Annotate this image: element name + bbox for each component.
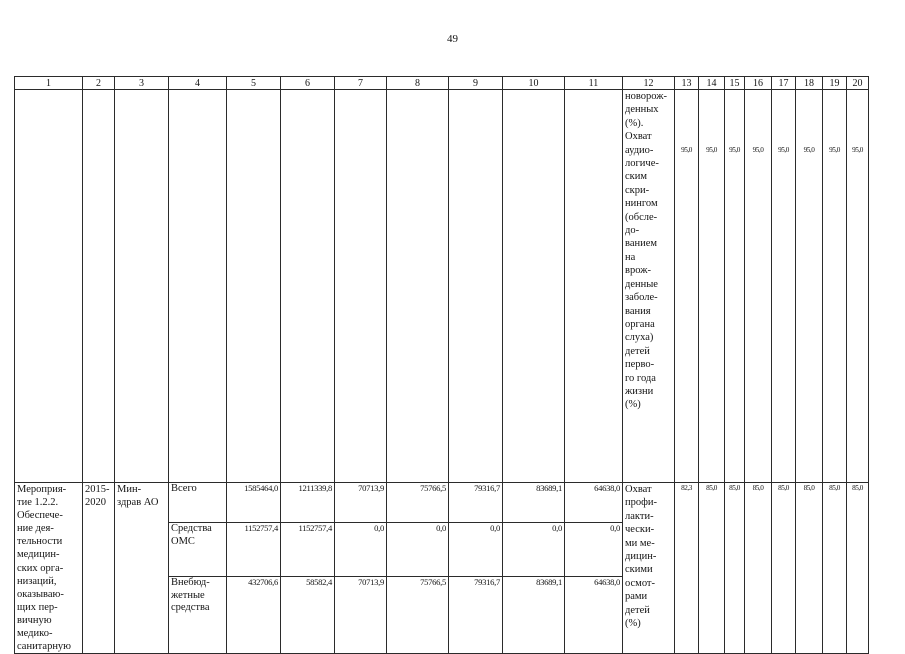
funding-value: 64638,0 bbox=[565, 577, 623, 654]
funding-source: Средства ОМС bbox=[169, 523, 227, 577]
activity-name: Мероприя- тие 1.2.2. Обеспече- ние дея- тельности медицин- ских орга- низаций, оказываю- щих пер- вичную медико- санитарную bbox=[15, 483, 83, 654]
funding-value: 0,0 bbox=[565, 523, 623, 577]
funding-source: Внебюд- жетные средства bbox=[169, 577, 227, 654]
empty-cell bbox=[387, 90, 449, 483]
target-value: 95,0 bbox=[823, 90, 847, 483]
indicator-description: Охват профи- лакти- чески- ми ме- дицин- скими осмот- рами детей (%) bbox=[623, 483, 675, 654]
target-value: 82,3 bbox=[675, 483, 699, 654]
column-number: 8 bbox=[387, 77, 449, 90]
activity-executor: Мин- здрав АО bbox=[115, 483, 169, 654]
column-number: 11 bbox=[565, 77, 623, 90]
funding-value: 0,0 bbox=[449, 523, 503, 577]
funding-source: Всего bbox=[169, 483, 227, 523]
empty-cell bbox=[503, 90, 565, 483]
empty-cell bbox=[565, 90, 623, 483]
funding-value: 0,0 bbox=[387, 523, 449, 577]
funding-value: 1152757,4 bbox=[281, 523, 335, 577]
column-number: 19 bbox=[823, 77, 847, 90]
target-value: 85,0 bbox=[847, 483, 869, 654]
funding-value: 70713,9 bbox=[335, 577, 387, 654]
funding-value: 432706,6 bbox=[227, 577, 281, 654]
column-number: 12 bbox=[623, 77, 675, 90]
target-value: 85,0 bbox=[725, 483, 745, 654]
target-value: 85,0 bbox=[772, 483, 796, 654]
column-number: 7 bbox=[335, 77, 387, 90]
funding-value: 58582,4 bbox=[281, 577, 335, 654]
target-value: 85,0 bbox=[699, 483, 725, 654]
funding-row-total bbox=[15, 483, 869, 523]
empty-cell bbox=[115, 90, 169, 483]
continued-indicator-row bbox=[15, 90, 869, 483]
funding-value: 64638,0 bbox=[565, 483, 623, 523]
funding-value: 0,0 bbox=[503, 523, 565, 577]
target-value: 95,0 bbox=[772, 90, 796, 483]
target-value: 85,0 bbox=[796, 483, 823, 654]
target-value: 95,0 bbox=[796, 90, 823, 483]
column-number: 15 bbox=[725, 77, 745, 90]
column-number: 16 bbox=[745, 77, 772, 90]
funding-value: 79316,7 bbox=[449, 577, 503, 654]
target-value: 95,0 bbox=[675, 90, 699, 483]
column-number: 20 bbox=[847, 77, 869, 90]
empty-cell bbox=[169, 90, 227, 483]
funding-value: 83689,1 bbox=[503, 577, 565, 654]
column-number: 13 bbox=[675, 77, 699, 90]
target-value: 85,0 bbox=[823, 483, 847, 654]
empty-cell bbox=[15, 90, 83, 483]
column-number: 9 bbox=[449, 77, 503, 90]
empty-cell bbox=[281, 90, 335, 483]
funding-value: 75766,5 bbox=[387, 483, 449, 523]
funding-value: 83689,1 bbox=[503, 483, 565, 523]
column-number: 4 bbox=[169, 77, 227, 90]
empty-cell bbox=[449, 90, 503, 483]
target-value: 95,0 bbox=[847, 90, 869, 483]
funding-value: 1152757,4 bbox=[227, 523, 281, 577]
column-number: 18 bbox=[796, 77, 823, 90]
column-number: 5 bbox=[227, 77, 281, 90]
column-number: 2 bbox=[83, 77, 115, 90]
empty-cell bbox=[335, 90, 387, 483]
funding-value: 70713,9 bbox=[335, 483, 387, 523]
target-value: 95,0 bbox=[725, 90, 745, 483]
target-value: 95,0 bbox=[699, 90, 725, 483]
funding-value: 1585464,0 bbox=[227, 483, 281, 523]
indicator-description: новорож- денных (%). Охват аудио- логиче- ским скри- нингом (обсле- до- ванием на врож- денные заболе- вания органа слуха) детей перво- го года жизни (%) bbox=[623, 90, 675, 483]
column-number: 6 bbox=[281, 77, 335, 90]
program-table bbox=[14, 76, 869, 654]
column-number: 3 bbox=[115, 77, 169, 90]
column-number: 14 bbox=[699, 77, 725, 90]
funding-value: 79316,7 bbox=[449, 483, 503, 523]
funding-value: 0,0 bbox=[335, 523, 387, 577]
page-number: 49 bbox=[447, 33, 458, 45]
column-number: 10 bbox=[503, 77, 565, 90]
column-number: 1 bbox=[15, 77, 83, 90]
target-value: 85,0 bbox=[745, 483, 772, 654]
activity-period: 2015- 2020 bbox=[83, 483, 115, 654]
column-number-row bbox=[15, 77, 869, 90]
empty-cell bbox=[227, 90, 281, 483]
funding-value: 75766,5 bbox=[387, 577, 449, 654]
funding-value: 1211339,8 bbox=[281, 483, 335, 523]
empty-cell bbox=[83, 90, 115, 483]
column-number: 17 bbox=[772, 77, 796, 90]
target-value: 95,0 bbox=[745, 90, 772, 483]
